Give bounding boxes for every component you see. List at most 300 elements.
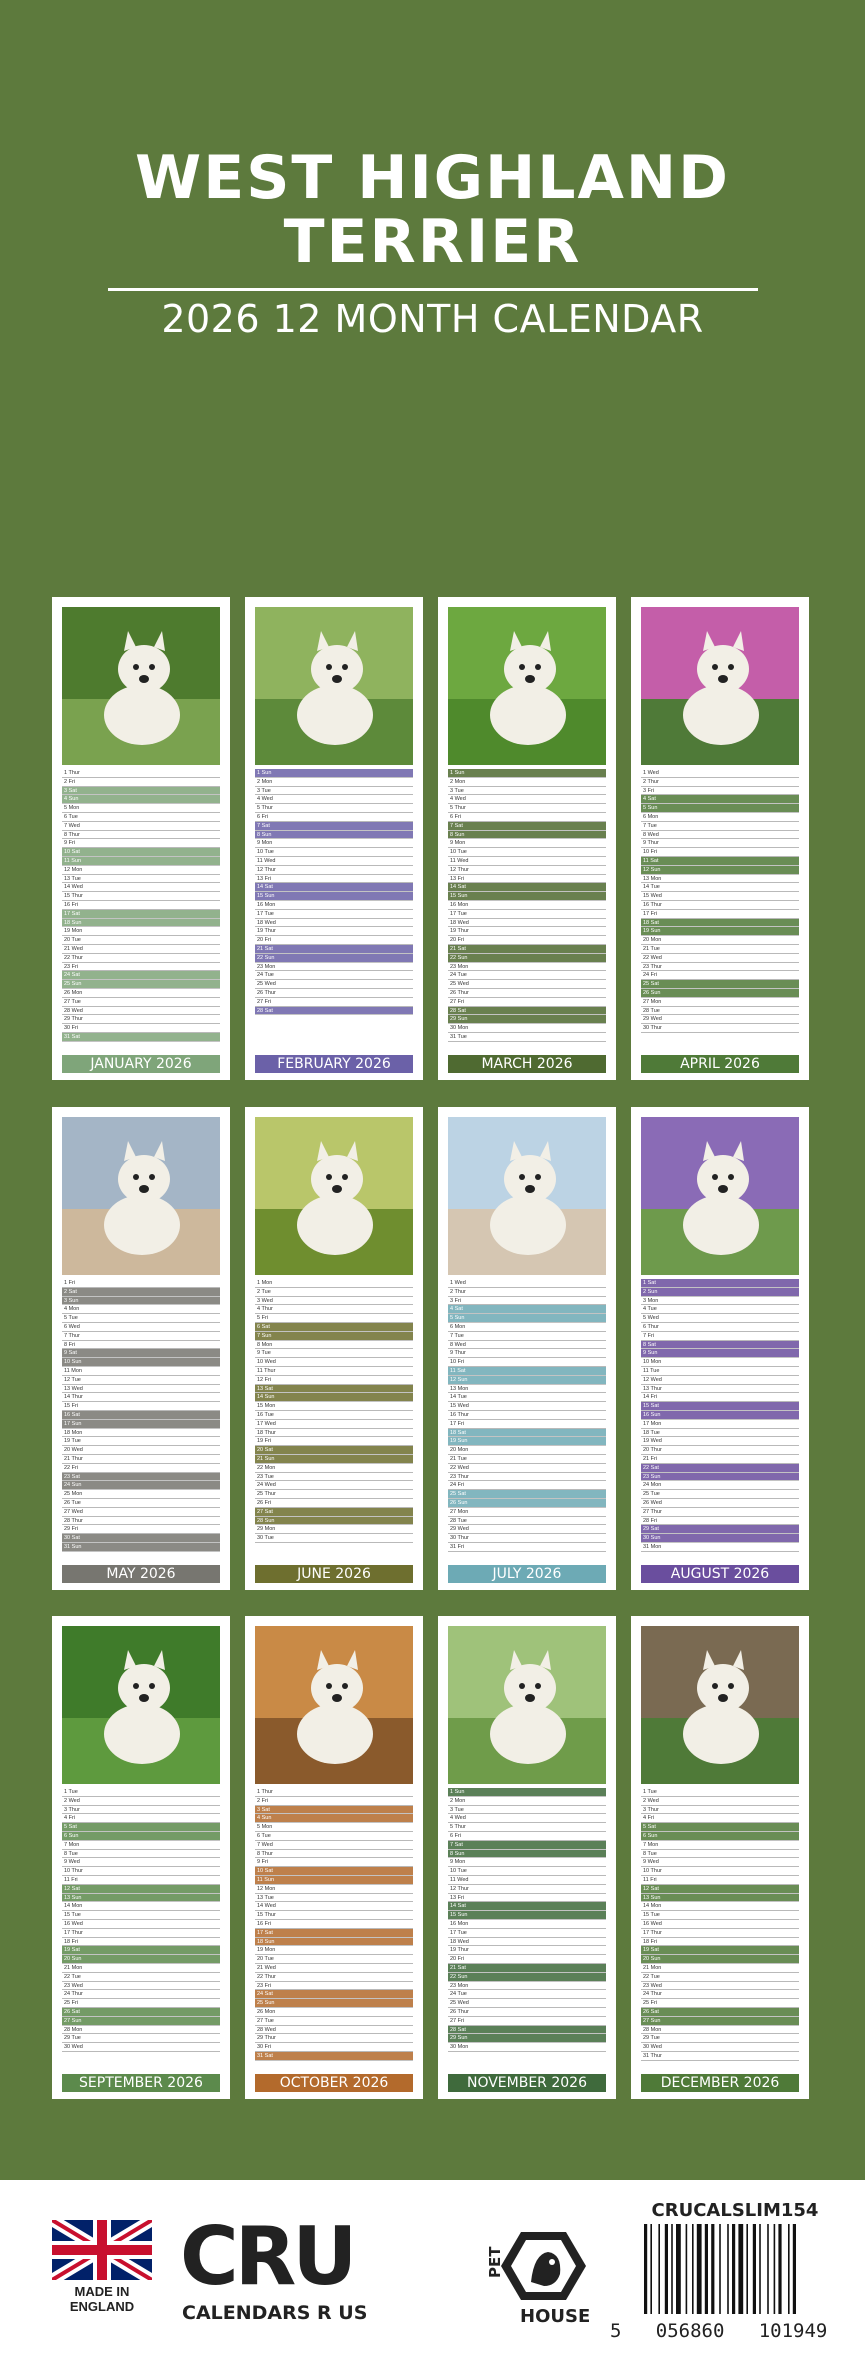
day-label: 27 Sun xyxy=(643,2017,661,2024)
day-label: 21 Wed xyxy=(257,1964,276,1971)
day-label: 5 Sun xyxy=(643,805,658,812)
day-label: 18 Sun xyxy=(257,1938,275,1945)
day-row xyxy=(448,1850,606,1859)
day-row xyxy=(448,1946,606,1955)
day-row xyxy=(62,1323,220,1332)
day-row xyxy=(255,963,413,972)
day-label: 29 Sat xyxy=(643,1526,659,1533)
day-row xyxy=(255,1964,413,1973)
day-row xyxy=(448,1911,606,1920)
day-label: 3 Sat xyxy=(64,787,77,794)
day-row xyxy=(255,1490,413,1499)
day-label: 23 Mon xyxy=(257,963,276,970)
day-list xyxy=(62,1788,220,2052)
day-row xyxy=(62,1420,220,1429)
day-label: 20 Wed xyxy=(64,1447,83,1454)
day-row xyxy=(255,883,413,892)
day-row xyxy=(641,1411,799,1420)
day-label: 12 Sat xyxy=(643,1885,659,1892)
day-label: 17 Wed xyxy=(257,1420,276,1427)
day-label: 6 Fri xyxy=(257,813,268,820)
day-row xyxy=(62,2008,220,2017)
day-row xyxy=(448,989,606,998)
day-row xyxy=(641,1885,799,1894)
day-row xyxy=(62,1349,220,1358)
day-row xyxy=(255,1437,413,1446)
day-label: 17 Thur xyxy=(64,1929,83,1936)
barcode-bar xyxy=(644,2224,647,2314)
day-label: 24 Mon xyxy=(643,1482,662,1489)
day-row xyxy=(641,769,799,778)
day-row xyxy=(641,1850,799,1859)
day-row xyxy=(62,1411,220,1420)
day-label: 22 Sun xyxy=(257,954,275,961)
day-label: 15 Sun xyxy=(450,1912,468,1919)
day-label: 4 Sat xyxy=(450,1306,463,1313)
day-row xyxy=(448,1297,606,1306)
barcode-bar xyxy=(727,2224,729,2314)
day-label: 26 Sat xyxy=(64,2008,80,2015)
day-label: 9 Thur xyxy=(643,840,659,847)
day-row xyxy=(255,2034,413,2043)
day-row xyxy=(255,1885,413,1894)
day-label: 27 Wed xyxy=(64,1508,83,1515)
dog-photo xyxy=(641,607,799,765)
day-label: 31 Tue xyxy=(450,1033,467,1040)
day-list xyxy=(641,1279,799,1552)
day-label: 2 Wed xyxy=(64,1797,80,1804)
day-row xyxy=(448,1902,606,1911)
day-label: 5 Thur xyxy=(257,805,273,812)
day-row xyxy=(62,1341,220,1350)
day-row xyxy=(62,1920,220,1929)
day-row xyxy=(641,1823,799,1832)
day-row xyxy=(62,919,220,928)
day-label: 31 Sat xyxy=(257,2052,273,2059)
day-row xyxy=(641,919,799,928)
day-row xyxy=(641,1902,799,1911)
day-label: 27 Fri xyxy=(257,998,272,1005)
day-label: 29 Wed xyxy=(643,1016,662,1023)
day-row xyxy=(62,1929,220,1938)
day-label: 7 Mon xyxy=(64,1841,80,1848)
day-label: 26 Thur xyxy=(450,989,469,996)
day-row xyxy=(448,769,606,778)
day-label: 4 Tue xyxy=(643,1306,657,1313)
day-row xyxy=(641,1367,799,1376)
day-label: 26 Thur xyxy=(450,2008,469,2015)
day-label: 13 Fri xyxy=(450,1894,465,1901)
day-label: 27 Sat xyxy=(257,1508,273,1515)
day-label: 2 Fri xyxy=(64,778,75,785)
day-label: 18 Fri xyxy=(643,1938,658,1945)
day-row xyxy=(641,892,799,901)
day-row xyxy=(62,822,220,831)
day-row xyxy=(255,1946,413,1955)
day-row xyxy=(448,778,606,787)
day-row xyxy=(641,822,799,831)
day-row xyxy=(62,1473,220,1482)
day-row xyxy=(448,1279,606,1288)
day-label: 5 Mon xyxy=(257,1824,273,1831)
day-label: 8 Wed xyxy=(450,1341,466,1348)
day-row xyxy=(62,1314,220,1323)
day-row xyxy=(641,1314,799,1323)
dog-photo xyxy=(255,1117,413,1275)
day-label: 20 Sun xyxy=(643,1956,661,1963)
day-label: 28 Wed xyxy=(64,1007,83,1014)
day-label: 15 Sat xyxy=(643,1403,659,1410)
day-label: 27 Sun xyxy=(64,2017,82,2024)
day-row xyxy=(255,2052,413,2061)
day-row xyxy=(641,1437,799,1446)
day-row xyxy=(448,804,606,813)
day-row xyxy=(62,1297,220,1306)
month-label: MAY 2026 xyxy=(62,1565,220,1583)
day-row xyxy=(255,2026,413,2035)
day-row xyxy=(62,901,220,910)
day-label: 28 Mon xyxy=(643,2026,662,2033)
day-row xyxy=(255,1814,413,1823)
day-label: 27 Fri xyxy=(450,2017,465,2024)
day-label: 11 Sun xyxy=(64,857,82,864)
day-row xyxy=(255,857,413,866)
day-label: 9 Mon xyxy=(257,840,273,847)
day-row xyxy=(255,831,413,840)
day-row xyxy=(641,1279,799,1288)
day-row xyxy=(641,1402,799,1411)
day-row xyxy=(255,1534,413,1543)
day-label: 24 Sat xyxy=(64,972,80,979)
day-label: 6 Sun xyxy=(643,1832,658,1839)
day-label: 1 Fri xyxy=(64,1280,75,1286)
day-row xyxy=(255,1867,413,1876)
day-row xyxy=(448,1938,606,1947)
day-row xyxy=(448,2026,606,2035)
barcode-bar xyxy=(753,2224,756,2314)
day-row xyxy=(448,1323,606,1332)
day-label: 26 Fri xyxy=(257,1499,272,1506)
day-row xyxy=(448,1393,606,1402)
cover-title-line-2: TERRIER xyxy=(283,207,582,277)
day-row xyxy=(448,822,606,831)
day-label: 20 Fri xyxy=(450,937,465,944)
day-row xyxy=(255,1929,413,1938)
day-row xyxy=(255,1464,413,1473)
day-row xyxy=(448,857,606,866)
day-label: 3 Sun xyxy=(64,1297,79,1304)
day-row xyxy=(255,1938,413,1947)
month-label: NOVEMBER 2026 xyxy=(448,2074,606,2092)
day-row xyxy=(255,927,413,936)
day-row xyxy=(255,769,413,778)
day-row xyxy=(641,831,799,840)
day-row xyxy=(62,1508,220,1517)
day-label: 31 Fri xyxy=(450,1543,465,1550)
day-label: 15 Sun xyxy=(257,893,275,900)
day-row xyxy=(255,1446,413,1455)
day-label: 15 Tue xyxy=(64,1912,81,1919)
day-label: 2 Mon xyxy=(450,778,466,785)
day-label: 20 Tue xyxy=(64,937,81,944)
day-row xyxy=(641,787,799,796)
day-label: 29 Wed xyxy=(450,1526,469,1533)
day-label: 18 Sun xyxy=(64,919,82,926)
day-row xyxy=(448,1885,606,1894)
day-label: 14 Sat xyxy=(257,884,273,891)
day-row xyxy=(62,1534,220,1543)
barcode-digits: 5 056860 101949 xyxy=(610,2320,828,2342)
day-row xyxy=(641,1393,799,1402)
day-row xyxy=(641,1973,799,1982)
dog-photo xyxy=(255,607,413,765)
day-row xyxy=(641,883,799,892)
day-row xyxy=(62,963,220,972)
day-row xyxy=(641,1429,799,1438)
month-label: MARCH 2026 xyxy=(448,1055,606,1073)
day-label: 28 Thur xyxy=(64,1517,83,1524)
day-label: 18 Thur xyxy=(257,1429,276,1436)
day-label: 24 Sat xyxy=(257,1991,273,1998)
day-label: 31 Thur xyxy=(643,2052,662,2059)
day-row xyxy=(255,945,413,954)
day-label: 6 Tue xyxy=(64,813,78,820)
month-card xyxy=(438,1107,616,1590)
day-label: 20 Mon xyxy=(450,1447,469,1454)
day-list xyxy=(641,769,799,1033)
day-label: 1 Wed xyxy=(450,1280,466,1286)
day-label: 19 Tue xyxy=(64,1438,81,1445)
month-card xyxy=(52,1616,230,2099)
dog-photo xyxy=(641,1117,799,1275)
day-label: 23 Fri xyxy=(257,1982,272,1989)
day-label: 12 Sat xyxy=(64,1885,80,1892)
barcode-bar xyxy=(650,2224,652,2314)
day-label: 25 Tue xyxy=(643,1491,660,1498)
month-label: SEPTEMBER 2026 xyxy=(62,2074,220,2092)
day-row xyxy=(448,875,606,884)
day-row xyxy=(641,1841,799,1850)
day-label: 17 Sat xyxy=(64,910,80,917)
day-row xyxy=(62,1806,220,1815)
day-label: 8 Sun xyxy=(450,1850,465,1857)
day-row xyxy=(448,1314,606,1323)
day-label: 28 Sat xyxy=(450,1007,466,1014)
day-row xyxy=(255,1876,413,1885)
day-row xyxy=(255,1525,413,1534)
day-row xyxy=(448,945,606,954)
day-row xyxy=(448,1420,606,1429)
day-label: 29 Tue xyxy=(64,2035,81,2042)
day-label: 21 Sat xyxy=(450,1964,466,1971)
day-label: 2 Mon xyxy=(450,1797,466,1804)
day-row xyxy=(448,1015,606,1024)
day-row xyxy=(255,1349,413,1358)
day-row xyxy=(641,1015,799,1024)
day-label: 26 Mon xyxy=(64,989,83,996)
day-label: 25 Sat xyxy=(643,981,659,988)
day-label: 17 Fri xyxy=(643,910,658,917)
cover-header xyxy=(0,0,865,341)
day-row xyxy=(255,1832,413,1841)
day-label: 2 Thur xyxy=(450,1288,466,1295)
day-label: 25 Sat xyxy=(450,1491,466,1498)
day-row xyxy=(448,1367,606,1376)
day-label: 11 Wed xyxy=(450,1876,469,1883)
day-label: 16 Sun xyxy=(643,1411,661,1418)
day-row xyxy=(448,1806,606,1815)
day-row xyxy=(641,1894,799,1903)
day-label: 1 Mon xyxy=(257,1280,273,1286)
day-label: 13 Sun xyxy=(64,1894,82,1901)
day-label: 11 Sun xyxy=(257,1876,275,1883)
day-row xyxy=(448,1288,606,1297)
day-label: 15 Mon xyxy=(257,1403,276,1410)
day-label: 1 Thur xyxy=(257,1789,273,1795)
day-label: 12 Wed xyxy=(643,1376,662,1383)
barcode xyxy=(640,2224,830,2314)
day-row xyxy=(641,1946,799,1955)
day-label: 19 Thur xyxy=(257,928,276,935)
day-row xyxy=(641,1490,799,1499)
day-row xyxy=(255,848,413,857)
day-row xyxy=(641,901,799,910)
day-row xyxy=(641,1473,799,1482)
day-row xyxy=(255,901,413,910)
day-label: 15 Wed xyxy=(450,1403,469,1410)
day-label: 25 Wed xyxy=(257,981,276,988)
day-row xyxy=(255,892,413,901)
day-row xyxy=(448,963,606,972)
day-label: 13 Mon xyxy=(450,1385,469,1392)
day-label: 18 Fri xyxy=(64,1938,79,1945)
day-row xyxy=(448,1788,606,1797)
day-label: 12 Thur xyxy=(257,866,276,873)
day-label: 11 Thur xyxy=(257,1367,276,1374)
day-row xyxy=(255,813,413,822)
day-label: 24 Tue xyxy=(450,1991,467,1998)
day-row xyxy=(641,1832,799,1841)
day-label: 10 Thur xyxy=(64,1868,83,1875)
day-label: 12 Mon xyxy=(257,1885,276,1892)
day-row xyxy=(62,1902,220,1911)
barcode-bar xyxy=(671,2224,673,2314)
day-label: 23 Sat xyxy=(64,1473,80,1480)
day-label: 19 Sat xyxy=(643,1947,659,1954)
cru-logo-word: CRU xyxy=(180,2210,354,2303)
day-row xyxy=(641,1341,799,1350)
day-row xyxy=(641,1297,799,1306)
day-row xyxy=(641,1797,799,1806)
day-row xyxy=(448,1332,606,1341)
day-label: 20 Fri xyxy=(450,1956,465,1963)
day-label: 28 Sat xyxy=(450,2026,466,2033)
day-label: 15 Tue xyxy=(643,1912,660,1919)
day-label: 23 Wed xyxy=(64,1982,83,1989)
day-label: 7 Sat xyxy=(257,822,270,829)
day-label: 23 Tue xyxy=(257,1473,274,1480)
day-label: 28 Sat xyxy=(257,1007,273,1014)
day-label: 10 Tue xyxy=(450,849,467,856)
day-row xyxy=(255,1990,413,1999)
day-row xyxy=(255,787,413,796)
day-label: 16 Mon xyxy=(257,901,276,908)
day-label: 29 Fri xyxy=(64,1526,79,1533)
day-row xyxy=(255,1323,413,1332)
day-label: 22 Wed xyxy=(450,1464,469,1471)
day-row xyxy=(641,875,799,884)
day-label: 3 Tue xyxy=(257,787,271,794)
day-label: 9 Fri xyxy=(257,1859,268,1866)
day-row xyxy=(62,1490,220,1499)
day-label: 18 Wed xyxy=(450,919,469,926)
day-label: 13 Fri xyxy=(450,875,465,882)
day-row xyxy=(641,1288,799,1297)
day-label: 14 Fri xyxy=(643,1394,658,1401)
day-row xyxy=(641,2043,799,2052)
day-label: 8 Tue xyxy=(643,1850,657,1857)
day-label: 20 Fri xyxy=(257,937,272,944)
day-label: 1 Sun xyxy=(450,1789,465,1795)
day-row xyxy=(448,1543,606,1552)
day-row xyxy=(641,1867,799,1876)
day-label: 5 Tue xyxy=(64,1315,78,1322)
day-row xyxy=(255,1429,413,1438)
day-row xyxy=(448,1437,606,1446)
day-label: 8 Fri xyxy=(64,1341,75,1348)
pet-logo-text: PET xyxy=(486,2246,504,2278)
day-row xyxy=(255,1955,413,1964)
day-row xyxy=(448,1929,606,1938)
day-label: 4 Thur xyxy=(257,1306,273,1313)
day-row xyxy=(62,1455,220,1464)
day-label: 30 Wed xyxy=(64,2044,83,2051)
day-label: 24 Sun xyxy=(64,1482,82,1489)
day-list xyxy=(255,1788,413,2061)
day-row xyxy=(62,980,220,989)
day-row xyxy=(62,875,220,884)
barcode-bar xyxy=(711,2224,714,2314)
day-row xyxy=(448,1814,606,1823)
day-label: 20 Tue xyxy=(257,1956,274,1963)
day-label: 3 Wed xyxy=(257,1297,273,1304)
day-row xyxy=(62,1464,220,1473)
barcode-bar xyxy=(697,2224,702,2314)
day-row xyxy=(62,1982,220,1991)
barcode-bar xyxy=(774,2224,776,2314)
day-row xyxy=(641,1385,799,1394)
day-label: 26 Tue xyxy=(64,1499,81,1506)
day-label: 25 Sun xyxy=(257,2000,275,2007)
month-label: DECEMBER 2026 xyxy=(641,2074,799,2092)
day-label: 20 Thur xyxy=(643,1447,662,1454)
day-row xyxy=(448,1305,606,1314)
day-row xyxy=(448,1429,606,1438)
day-row xyxy=(62,1823,220,1832)
day-row xyxy=(62,1033,220,1042)
day-row xyxy=(62,1841,220,1850)
day-label: 13 Thur xyxy=(643,1385,662,1392)
day-label: 25 Thur xyxy=(257,1491,276,1498)
day-row xyxy=(62,1279,220,1288)
day-label: 10 Thur xyxy=(643,1868,662,1875)
footer xyxy=(0,2180,865,2362)
day-label: 14 Mon xyxy=(64,1903,83,1910)
day-row xyxy=(62,1305,220,1314)
day-label: 4 Sun xyxy=(64,796,79,803)
day-label: 22 Tue xyxy=(64,1973,81,1980)
day-row xyxy=(62,945,220,954)
